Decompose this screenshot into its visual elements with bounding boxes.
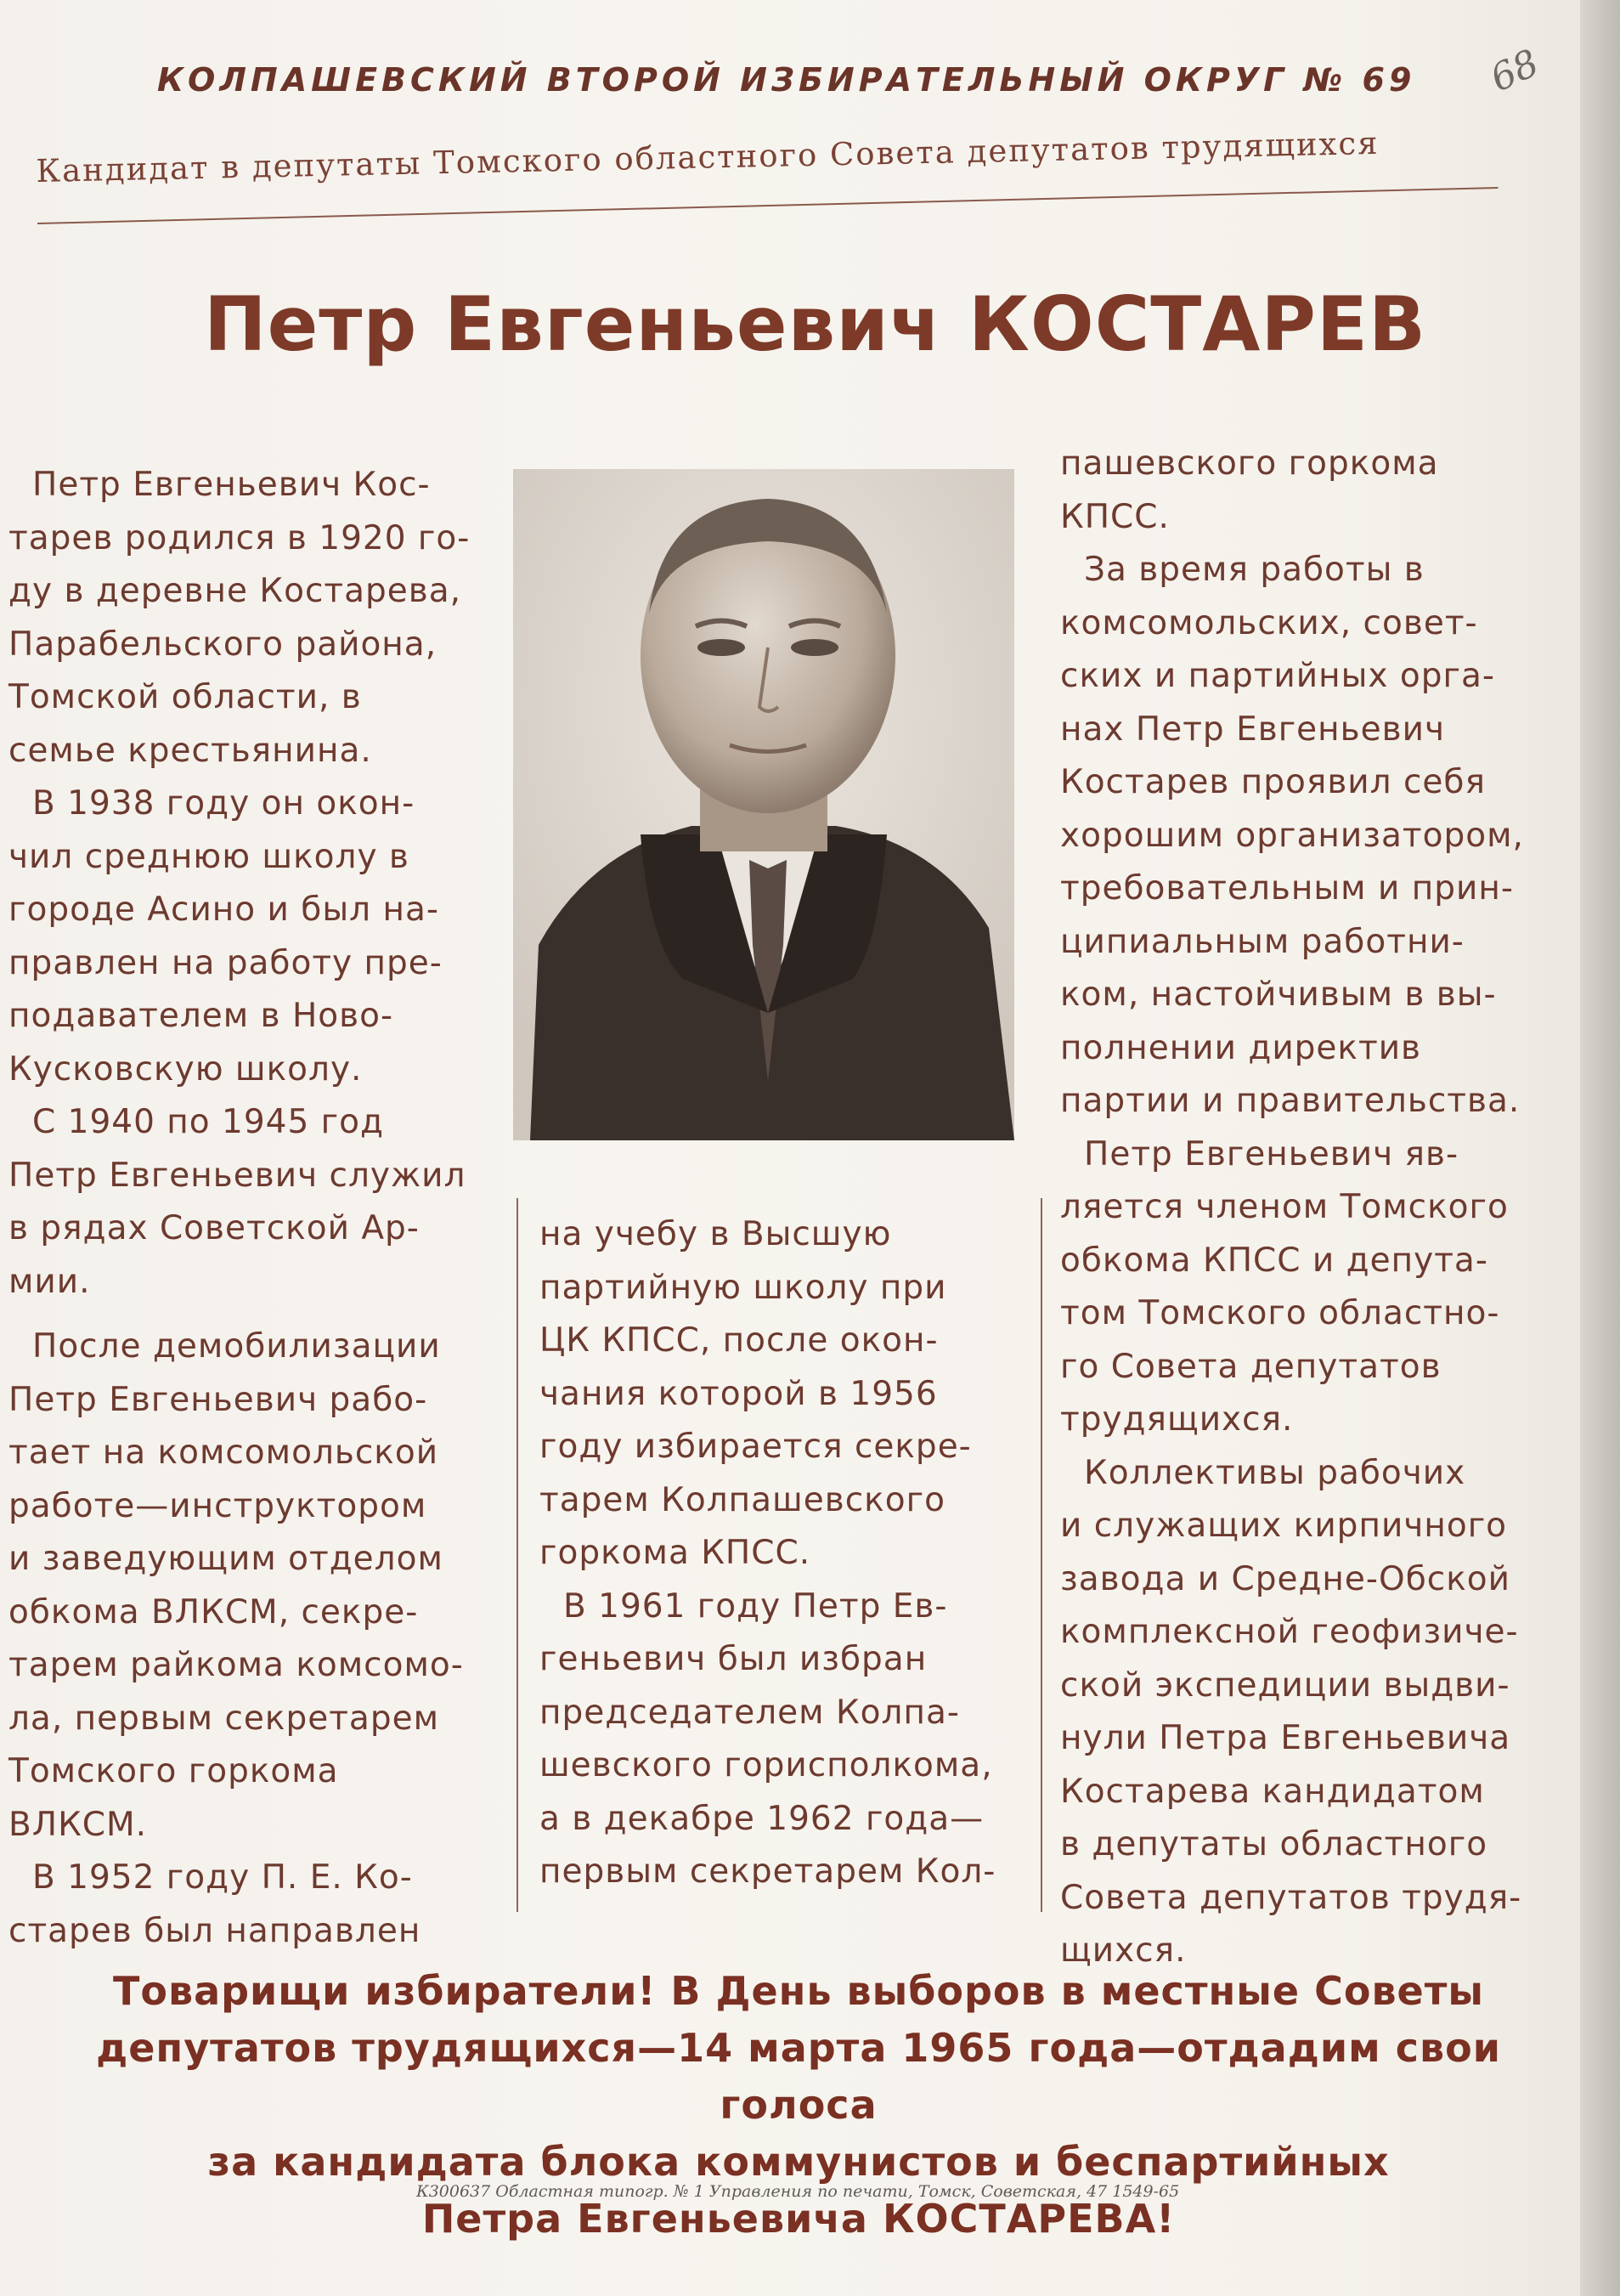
- text-line: партии и правительства.: [1060, 1082, 1521, 1120]
- text-line: комсомольских, совет-: [1060, 603, 1478, 642]
- text-line: чил среднюю школу в: [8, 837, 409, 876]
- text-line: горкома КПСС.: [539, 1534, 811, 1572]
- text-line: нули Петра Евгеньевича: [1060, 1719, 1511, 1757]
- text-line: Коллективы рабочих: [1084, 1453, 1466, 1492]
- text-line: После демобилизации: [32, 1327, 441, 1366]
- text-line: Петр Евгеньевич рабо-: [8, 1380, 428, 1419]
- text-line: КПСС.: [1060, 497, 1170, 536]
- text-line: полнении директив: [1060, 1028, 1422, 1067]
- text-line: Петр Евгеньевич Кос-: [32, 466, 431, 504]
- text-line: обкома КПСС и депута-: [1060, 1241, 1488, 1280]
- text-line: трудящихся.: [1060, 1400, 1294, 1439]
- text-line: Петр Евгеньевич яв-: [1084, 1134, 1459, 1173]
- text-line: ком, настойчивым в вы-: [1060, 976, 1497, 1014]
- text-line: Петр Евгеньевич служил: [8, 1156, 466, 1195]
- text-line: Костарев проявил себя: [1060, 763, 1486, 801]
- page-edge: [1580, 0, 1620, 2296]
- text-line: хорошим организатором,: [1060, 816, 1524, 855]
- text-line: ВЛКСМ.: [8, 1805, 148, 1844]
- text-line: тарев родился в 1920 го-: [8, 518, 471, 557]
- appeal-line: за кандидата блока коммунистов и беспартийных: [207, 2139, 1390, 2185]
- text-line: Костарева кандидатом: [1060, 1772, 1485, 1811]
- biography-column-2: [539, 1208, 1024, 1899]
- text-line: а в декабре 1962 года—: [539, 1799, 985, 1838]
- text-line: и служащих кирпичного: [1060, 1507, 1508, 1545]
- candidate-name: Петр Евгеньевич КОСТАРЕВ: [204, 280, 1427, 368]
- text-line: пашевского горкома: [1060, 444, 1439, 483]
- text-line: подавателем в Ново-: [8, 997, 394, 1035]
- text-line: требовательным и прин-: [1060, 869, 1514, 908]
- text-line: мии.: [8, 1262, 91, 1301]
- column-rule-1: [516, 1198, 518, 1912]
- text-line: тарем Колпашевского: [539, 1480, 945, 1519]
- text-line: том Томского областно-: [1060, 1294, 1500, 1332]
- text-line: ляется членом Томского: [1060, 1188, 1509, 1226]
- appeal-line: Петра Евгеньевича КОСТАРЕВА!: [421, 2196, 1176, 2242]
- text-line: Совета депутатов трудя-: [1060, 1878, 1522, 1917]
- text-line: В 1952 году П. Е. Ко-: [32, 1858, 413, 1897]
- text-line: щихся.: [1060, 1931, 1187, 1970]
- text-line: ла, первым секретарем: [8, 1699, 439, 1738]
- text-line: В 1961 году Петр Ев-: [563, 1586, 948, 1626]
- text-line: тарем райкома комсомо-: [8, 1646, 464, 1684]
- text-line: в депутаты областного: [1060, 1825, 1488, 1863]
- text-line: Парабельского района,: [8, 625, 437, 664]
- column-rule-2: [1041, 1198, 1042, 1912]
- text-line: тает на комсомольской: [8, 1434, 439, 1472]
- text-line: нах Петр Евгеньевич: [1060, 710, 1446, 749]
- text-line: правлен на работу пре-: [8, 943, 443, 982]
- text-line: комплексной геофизиче-: [1060, 1613, 1519, 1651]
- text-line: ЦК КПСС, после окон-: [539, 1321, 939, 1360]
- text-line: в рядах Советской Ар-: [8, 1209, 420, 1247]
- text-line: первым секретарем Кол-: [539, 1852, 996, 1891]
- district-header: КОЛПАШЕВСКИЙ ВТОРОЙ ИЗБИРАТЕЛЬНЫЙ ОКРУГ № 69: [157, 61, 1416, 99]
- biography-column-3: [1060, 438, 1570, 1978]
- text-line: работе—инструктором: [8, 1486, 427, 1525]
- election-appeal: [17, 1963, 1580, 2248]
- portrait-image: [513, 469, 1014, 1140]
- text-line: геньевич был избран: [539, 1640, 928, 1678]
- text-line: завода и Средне-Обской: [1060, 1559, 1510, 1598]
- text-line: ципиальным работни-: [1060, 922, 1465, 961]
- text-line: ских и партийных орга-: [1060, 657, 1495, 695]
- appeal-line: Товарищи избиратели! В День выборов в местные Советы: [112, 1968, 1485, 2014]
- text-line: обкома ВЛКСМ, секре-: [8, 1592, 419, 1632]
- text-line: Томской области, в: [8, 678, 362, 716]
- candidate-portrait: [513, 469, 1014, 1140]
- printer-imprint: К300637 Областная типогр. № 1 Управления по печати, Томск, Советская, 47 1549-65: [416, 2182, 1180, 2201]
- text-line: семье крестьянина.: [8, 731, 372, 770]
- text-line: В 1938 году он окон-: [32, 784, 415, 823]
- biography-column-1: [8, 459, 484, 1958]
- text-line: го Совета депутатов: [1060, 1347, 1442, 1386]
- text-line: городе Асино и был на-: [8, 891, 439, 929]
- text-line: ской экспедиции выдви-: [1060, 1665, 1510, 1705]
- text-line: шевского горисполкома,: [539, 1746, 993, 1784]
- appeal-line: депутатов трудящихся—14 марта 1965 года—отдадим свои голоса: [96, 2025, 1501, 2128]
- candidate-subtitle: Кандидат в депутаты Томского областного Совета депутатов трудящихся: [36, 124, 1380, 189]
- page-number: 68: [1483, 41, 1546, 101]
- text-line: ду в деревне Костарева,: [8, 572, 462, 610]
- text-line: старев был направлен: [8, 1911, 421, 1950]
- text-line: С 1940 по 1945 год: [32, 1103, 384, 1141]
- text-line: Томского горкома: [8, 1752, 339, 1790]
- text-line: чания которой в 1956: [539, 1374, 938, 1413]
- text-line: председателем Колпа-: [539, 1693, 960, 1732]
- text-line: году избирается секре-: [539, 1428, 972, 1466]
- text-line: партийную школу при: [539, 1268, 947, 1307]
- text-line: За время работы в: [1084, 551, 1425, 589]
- text-line: Кусковскую школу.: [8, 1049, 363, 1089]
- text-line: и заведующим отделом: [8, 1540, 443, 1578]
- text-line: на учебу в Высшую: [539, 1215, 892, 1253]
